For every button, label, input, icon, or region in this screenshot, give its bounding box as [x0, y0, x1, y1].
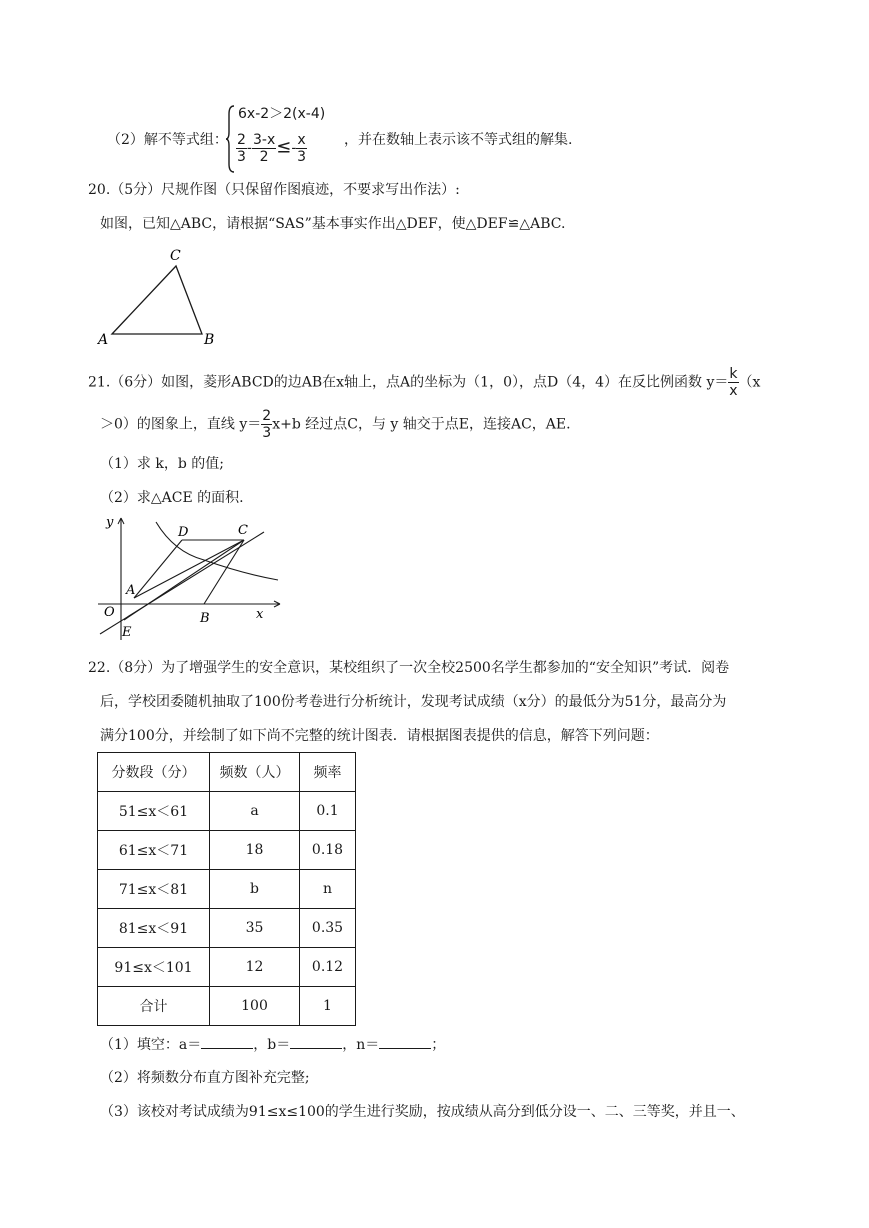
inequality-2: $\frac{2}{3}$ - $\frac{3-x}{2}$ ≤- $\frac{x}{3}$: [237, 132, 306, 165]
table-total-row: 合计 100 1: [98, 987, 356, 1026]
q22-part1: （1）填空：a＝ ，b＝ ，n＝ ；: [100, 1034, 445, 1055]
label-a: A: [126, 583, 136, 598]
segment-ac: [134, 540, 244, 598]
q21-line1: 21.（6分）如图，菱形ABCD的边AB在x轴上，点A的坐标为（1，0），点D（4，4）在反比例函数 y＝ $\frac{k}{x}$ （x: [88, 366, 761, 399]
q22-part3: （3）该校对考试成绩为91≤x≤100的学生进行奖励，按成绩从高分到低分设一、二、三等奖，并且一、: [100, 1104, 745, 1120]
inequality-1: 6x-2＞2(x-4): [238, 106, 326, 122]
q21-line2: ＞0）的图象上，直线 y＝ $\frac{2}{3}$ x+b 经过点C，与 y 轴交于点E，连接AC，AE.: [100, 408, 571, 441]
line-y-2-3x-b: [100, 532, 264, 634]
frac-3-x-over-2: $\frac{3-x}{2}$: [252, 132, 276, 165]
table-row: 81≤x＜91 35 0.35: [98, 909, 356, 948]
label-b: B: [200, 611, 210, 626]
blank-n[interactable]: [379, 1034, 431, 1049]
label-d: D: [178, 525, 189, 540]
q20-body: 如图，已知△ABC，请根据“SAS”基本事实作出△DEF，使△DEF≌△ABC.: [100, 216, 566, 232]
label-c: C: [238, 523, 248, 538]
segment-cb: [204, 540, 244, 604]
table-header-row: [98, 753, 356, 792]
frac-2-3: $\frac{2}{3}$: [237, 132, 246, 165]
header-frequency-count: 频数（人）: [210, 753, 300, 792]
label-c: C: [170, 248, 181, 264]
label-e: E: [122, 625, 132, 640]
q22-line3: 满分100分，并绘制了如下尚不完整的统计图表．请根据图表提供的信息，解答下列问题：: [100, 728, 659, 744]
header-frequency-rate: 频率: [300, 753, 356, 792]
header-score-range: 分数段（分）: [98, 753, 210, 792]
frac-k-over-x: $\frac{k}{x}$: [729, 366, 738, 399]
q22-line2: 后，学校团委随机抽取了100份考卷进行分析统计，发现考试成绩（x分）的最低分为51分，最高分为: [100, 694, 727, 710]
blank-a[interactable]: [201, 1034, 253, 1049]
rhombus-coordinate-figure: [94, 512, 284, 642]
q20-title: 20.（5分）尺规作图（只保留作图痕迹，不要求写出作法）:: [88, 182, 460, 198]
q19-part2-label: （2）解不等式组：: [107, 132, 228, 148]
label-y: y: [106, 515, 114, 530]
frequency-table: [97, 752, 356, 1026]
frac-2-over-3: $\frac{2}{3}$: [262, 408, 272, 441]
q22-line1: 22.（8分）为了增强学生的安全意识，某校组织了一次全校2500名学生都参加的“安全知识”考试．阅卷: [88, 660, 730, 676]
table-row: 91≤x＜101 12 0.12: [98, 948, 356, 987]
label-o: O: [104, 605, 115, 620]
table-row: 61≤x＜71 18 0.18: [98, 831, 356, 870]
q21-part1: （1）求 k，b 的值;: [100, 456, 224, 472]
system-brace: [226, 104, 236, 174]
segment-ad: [134, 540, 182, 598]
q21-part2: （2）求△ACE 的面积.: [100, 490, 244, 506]
q22-part2: （2）将频数分布直方图补充完整;: [100, 1070, 310, 1086]
label-a: A: [98, 332, 109, 348]
label-b: B: [204, 332, 215, 348]
triangle-abc: [112, 266, 202, 334]
blank-b[interactable]: [290, 1034, 342, 1049]
label-x: x: [256, 607, 264, 622]
frac-x-over-3: $\frac{x}{3}$: [297, 132, 306, 165]
hyperbola-curve: [156, 522, 278, 580]
table-row: 71≤x＜81 b n: [98, 870, 356, 909]
table-row: 51≤x＜61 a 0.1: [98, 792, 356, 831]
q19-part2-suffix: ，并在数轴上表示该不等式组的解集.: [344, 132, 573, 148]
triangle-abc-figure: [94, 244, 224, 348]
